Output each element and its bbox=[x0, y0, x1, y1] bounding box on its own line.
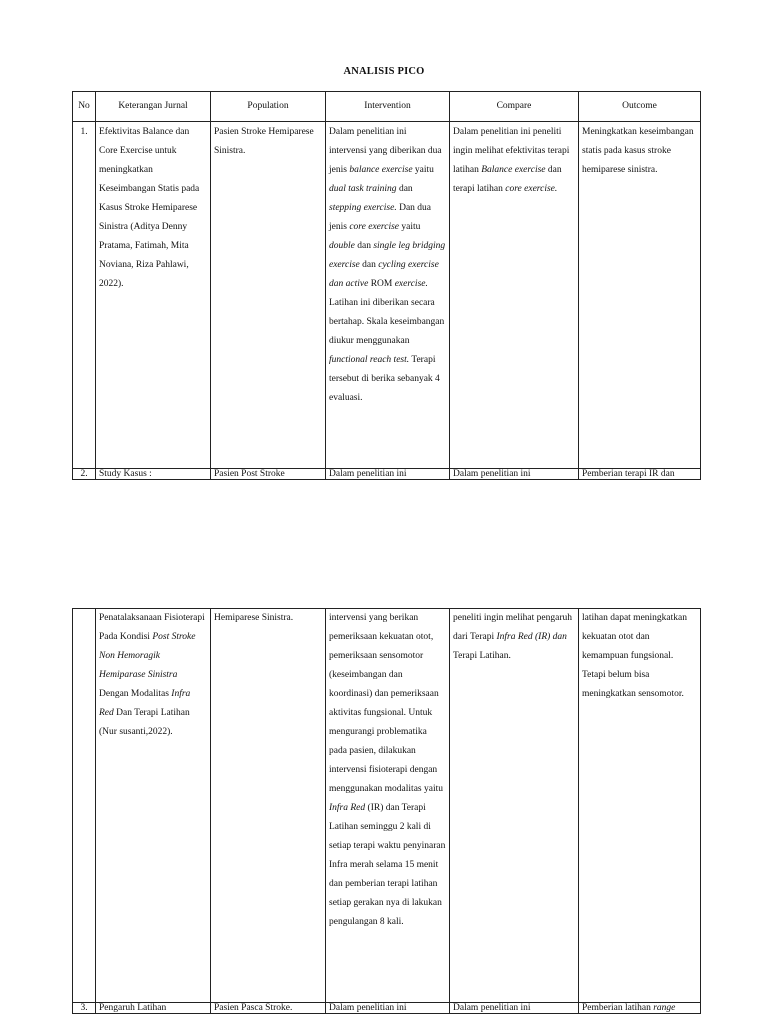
cell-intervention: intervensi yang berikan pemeriksaan kekuatan otot, pemeriksaan sensomotor (keseimbangan dan koordinasi) dan pemeriksaan aktivitas fungsional. Untuk mengurangi problematika pada pasien, dilakukan intervensi fisioterapi dengan menggunakan modalitas yaitu Infra Red (IR) dan Terapi Latihan seminggu 2 kali di setiap terapi waktu penyinaran Infra merah selama 15 menit dan pemberian terapi latihan setiap gerakan nya di lakukan pengulangan 8 kali. bbox=[326, 609, 450, 1003]
pico-table-part-2 bbox=[72, 608, 701, 1014]
cell-outcome: Pemberian latihan range bbox=[579, 1003, 701, 1014]
cell-intervention: Dalam penelitian ini bbox=[326, 1003, 450, 1014]
cell-intervention: Dalam penelitian ini bbox=[326, 469, 450, 480]
cell-keterangan: Penatalaksanaan Fisioterapi Pada Kondisi Post Stroke Non Hemoragik Hemiparase Sinistra Dengan Modalitas Infra Red Dan Terapi Latihan (Nur susanti,2022). bbox=[96, 609, 211, 1003]
pico-table-part-1 bbox=[72, 91, 701, 480]
cell-population: Pasien Post Stroke bbox=[211, 469, 326, 480]
row-number: 3. bbox=[73, 1003, 96, 1014]
cell-outcome: Meningkatkan keseimbangan statis pada kasus stroke hemiparese sinistra. bbox=[579, 122, 701, 469]
cell-outcome: latihan dapat meningkatkan kekuatan otot dan kemampuan fungsional. Tetapi belum bisa meningkatkan sensomotor. bbox=[579, 609, 701, 1003]
cell-compare: Dalam penelitian ini bbox=[450, 469, 579, 480]
table-row bbox=[73, 122, 701, 469]
cell-population: Pasien Pasca Stroke. bbox=[211, 1003, 326, 1014]
row-number-empty bbox=[73, 609, 96, 1003]
header-keterangan: Keterangan Jurnal bbox=[96, 92, 211, 122]
header-outcome: Outcome bbox=[579, 92, 701, 122]
header-no: No bbox=[73, 92, 96, 122]
header-population: Population bbox=[211, 92, 326, 122]
cell-compare: Dalam penelitian ini bbox=[450, 1003, 579, 1014]
row-number: 2. bbox=[73, 469, 96, 480]
row-number: 1. bbox=[73, 122, 96, 469]
table-row-continued bbox=[73, 609, 701, 1003]
cell-keterangan: Efektivitas Balance dan Core Exercise untuk meningkatkan Keseimbangan Statis pada Kasus Stroke Hemiparese Sinistra (Aditya Denny Pratama, Fatimah, Mita Noviana, Riza Pahlawi, 2022). bbox=[96, 122, 211, 469]
header-compare: Compare bbox=[450, 92, 579, 122]
header-intervention: Intervention bbox=[326, 92, 450, 122]
table-header-row bbox=[73, 92, 701, 122]
table-row-partial bbox=[73, 469, 701, 480]
cell-population: Hemiparese Sinistra. bbox=[211, 609, 326, 1003]
cell-keterangan: Study Kasus : bbox=[96, 469, 211, 480]
page-title: ANALISIS PICO bbox=[343, 66, 425, 77]
cell-population: Pasien Stroke Hemiparese Sinistra. bbox=[211, 122, 326, 469]
cell-intervention: Dalam penelitian ini intervensi yang diberikan dua jenis balance exercise yaitu dual task training dan stepping exercise. Dan dua jenis core exercise yaitu double dan single leg bridging exercise dan cycling exercise dan active ROM exercise. Latihan ini diberikan secara bertahap. Skala keseimbangan diukur menggunakan functional reach test. Terapi tersebut di berika sebanyak 4 evaluasi. bbox=[326, 122, 450, 469]
table-row-partial bbox=[73, 1003, 701, 1014]
cell-compare: peneliti ingin melihat pengaruh dari Terapi Infra Red (IR) dan Terapi Latihan. bbox=[450, 609, 579, 1003]
cell-compare: Dalam penelitian ini peneliti ingin melihat efektivitas terapi latihan Balance exercise dan terapi latihan core exercise. bbox=[450, 122, 579, 469]
cell-outcome: Pemberian terapi IR dan bbox=[579, 469, 701, 480]
cell-keterangan: Pengaruh Latihan bbox=[96, 1003, 211, 1014]
